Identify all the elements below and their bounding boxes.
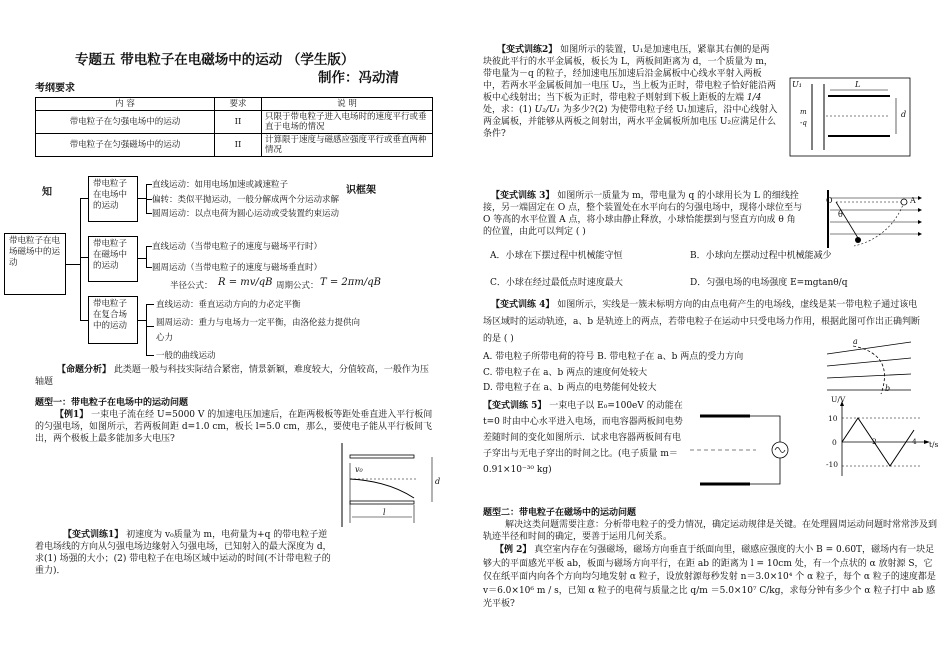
mindmap-label-left: 知 xyxy=(42,187,52,198)
fig2-m-label: m xyxy=(800,108,807,116)
variant3-option: B．小球向左摆动过程中机械能减少 xyxy=(690,251,832,261)
mindmap-item: 直线运动：如用电场加速或减速粒子 xyxy=(152,180,289,190)
variant2 xyxy=(483,44,778,140)
requirements-table xyxy=(35,97,433,157)
figure-accelerator-plates xyxy=(790,78,910,156)
variant3 xyxy=(483,190,803,238)
variant5-text: 一束电子以 E₀=100eV 的动能在 t=0 时由中心水平进入电场，而电容器两板间电势差随时间的变化如图所示．试求电容器两板间有电子穿出与无电子穿出的时间之比。(电子质量 m＝0.91×10⁻³⁰ kg) xyxy=(483,401,683,475)
fig2-d-label: d xyxy=(901,110,907,119)
variant2-text-a: 如图所示的装置，U₁是加速电压，紧靠其右侧的是两块彼此平行的水平金属板，板长为 L，两板间距离为 d，一个质量为 m，带电量为－q 的粒子，经加速电压加速后沿金属板中心线水平射入两板中，若两水平金属板间加一电压 U₂，当上板为正时，带电粒子恰好能沿两板中心线射出；当下板为正时，带电粒子则射到下板上距板的左端 xyxy=(483,45,777,103)
connector xyxy=(80,198,81,320)
mindmap-item: 一般的曲线运动 xyxy=(156,351,216,361)
col-header: 说 明 xyxy=(262,98,433,111)
mindmap-item: 直线运动：垂直运动方向的力必定平衡 xyxy=(156,300,301,310)
fig5-ylabel: U/V xyxy=(831,395,846,404)
variant5 xyxy=(483,398,683,478)
col-header: 要求 xyxy=(215,98,262,111)
figure-parallel-plates xyxy=(338,443,448,527)
example2-text: 真空室内存在匀强磁场，磁场方向垂直于纸面向里，磁感应强度的大小 B = 0.60T，磁场内有一块足够大的平面感光平板 ab，板面与磁场方向平行，在距 ab 的距离为 l = 10cm 处，有一个点状的 α 放射源 S，它仅在纸平面内向各个方向均匀地发射 α 粒子，设放射源每秒发射 n＝3.0×10⁴ 个 α 粒子，每个 α 粒子的速度都是 v＝6.0×10⁶ m / s，已知 α 粒子的电荷与质量之比 q/m ＝5.0×10⁷ C/kg，求每分钟有多少个 α 粒子打中 ab 感光平板? xyxy=(483,545,936,609)
fig5-tick: 0 xyxy=(832,438,837,447)
col-header: 内 容 xyxy=(36,98,215,111)
analysis-label: 【命题分析】 xyxy=(57,365,112,375)
fig3-theta-label: θ xyxy=(838,210,843,219)
period-label: 周期公式： xyxy=(276,281,319,291)
mindmap-item: 直线运动（当带电粒子的速度与磁场平行时） xyxy=(152,242,323,252)
topic2-title: 题型二：带电粒子在磁场中的运动问题 xyxy=(483,508,637,518)
author: 制作：冯动清 xyxy=(318,70,399,86)
radius-label: 半径公式： xyxy=(170,281,213,291)
table-header-row xyxy=(36,98,433,111)
fig5-tick: -10 xyxy=(826,460,839,469)
fig4-a-label: a xyxy=(853,337,858,346)
variant3-text: 如图所示一质量为 m，带电量为 q 的小球用长为 L 的细线拴接，另一端固定在 O 点，整个装置处在水平向右的匀强电场中，现将小球位至与 O 等高的水平位置 A 点，将小球由静止释放，小球恰能摆到与竖直方向成 θ 角的位置，由此可以判定 ( ) xyxy=(483,191,803,237)
connector xyxy=(80,257,88,258)
fig2-L-label: L xyxy=(855,80,861,89)
mindmap-item: 圆周运动：重力与电场力一定平衡，由洛伦兹力提供向心力 xyxy=(156,318,361,343)
table-cell: 带电粒子在匀强磁场中的运动 xyxy=(36,134,215,157)
variant1-text: 初速度为 v₀质量为 m，电荷量为+q 的带电粒子逆着电场线的方向从匀强电场边缘射入匀强电场，已知射入的最大深度为 d，求(1) 场强的大小；(2) 带电粒子在电场区域中运动的时间(不计带电粒子的重力)． xyxy=(35,530,332,576)
variant1 xyxy=(35,529,335,577)
table-cell: 带电粒子在匀强电场中的运动 xyxy=(36,111,215,134)
table-cell: II xyxy=(215,111,262,134)
variant4-label: 【变式训练 4】 xyxy=(491,300,555,310)
outline-heading: 考纲要求 xyxy=(35,83,75,94)
variant2-text-b: 处，求：(1) xyxy=(483,105,532,115)
variant3-label: 【变式训练 3】 xyxy=(491,191,555,201)
variant2-label: 【变式训练2】 xyxy=(497,45,558,55)
example1-label: 【例1】 xyxy=(55,410,89,420)
fig2-u1-label: U₁ xyxy=(792,80,802,89)
fig1-d-label: d xyxy=(435,477,441,486)
table-row xyxy=(36,134,433,157)
variant3-option: D．匀强电场的电场强度 E=mgtanθ/q xyxy=(690,278,848,288)
page-title: 专题五 带电粒子在电磁场中的运动 （学生版） xyxy=(75,52,355,68)
variant3-option: A．小球在下摆过程中机械能守恒 xyxy=(490,251,623,261)
branch-compound: 带电粒子在复合场中的运动 xyxy=(88,296,138,344)
mindmap-item: 圆周运动（当带电粒子的速度与磁场垂直时） xyxy=(152,263,323,273)
figure-field-lines xyxy=(825,340,915,396)
variant2-fraction: 1/4 xyxy=(746,93,762,103)
variant2-ratio: U₂/U₁ xyxy=(534,105,561,115)
mindmap-item: 偏转：类似平抛运动，一般分解成两个分运动求解 xyxy=(152,195,340,205)
variant1-label: 【变式训练1】 xyxy=(63,530,124,540)
topic1-title: 题型一：带电粒子在电场中的运动问题 xyxy=(35,398,189,408)
connector xyxy=(66,264,80,265)
branch-electric: 带电粒子在电场中的运动 xyxy=(88,176,138,222)
table-cell: II xyxy=(215,134,262,157)
example2-label: 【例 2】 xyxy=(495,545,532,555)
variant4-text: 如图所示，实线是一簇未标明方向的由点电荷产生的电场线，虚线是某一带电粒子通过该电场区域时的运动轨迹，a、b 是轨迹上的两点，若带电粒子在运动中只受电场力作用，根据此图可作出正确判断的是 ( ) xyxy=(483,300,920,344)
fig1-l-label: l xyxy=(383,508,386,517)
table-row xyxy=(36,111,433,134)
fig3-o-label: O xyxy=(826,196,833,205)
analysis-text: 此类题一般与科技实际结合紧密，情景新颖，难度较大，分值较高，一般作为压轴题 xyxy=(35,365,429,387)
variant3-option: C．小球在经过最低点时速度最大 xyxy=(490,278,623,288)
variant4-option: A. 带电粒子所带电荷的符号 B. 带电粒子在 a、b 两点的受力方向 xyxy=(483,352,744,362)
table-cell: 计算限于速度与磁感应强度平行或垂直两种情况 xyxy=(262,134,433,157)
period-formula: T = 2πm/qB xyxy=(320,277,381,288)
radius-formula: R = mv/qB xyxy=(218,277,273,288)
mindmap-label-right: 识框架 xyxy=(346,185,376,196)
variant5-label: 【变式训练 5】 xyxy=(483,401,547,411)
variant2-text-c: 为多少?(2) 为使带电粒子经 U₁加速后，沿中心线射入两金属板，并能够从两板之间射出，两水平金属板所加电压 U₂应满足什么条件? xyxy=(483,105,778,139)
analysis-paragraph xyxy=(35,364,437,388)
branch-magnetic: 带电粒子在磁场中的运动 xyxy=(88,236,138,282)
fig5-tick: 10 xyxy=(828,414,838,423)
topic2-intro-text: 解决这类问题需要注意：分析带电粒子的受力情况，确定运动规律是关键。在处理圆周运动问题时常常涉及到轨迹半径和时间的确定，要善于运用几何关系。 xyxy=(483,520,938,542)
mindmap-root: 带电粒子在电场磁场中的运动 xyxy=(4,233,66,295)
mindmap-item: 圆周运动：以点电荷为圆心运动或受装置约束运动 xyxy=(152,209,340,219)
figure-capacitor-circuit xyxy=(690,410,800,498)
variant4-option: C. 带电粒子在 a、b 两点的速度何处较大 xyxy=(483,368,648,378)
table-cell: 只限于带电粒子进入电场时的速度平行或垂直于电场的情况 xyxy=(262,111,433,134)
connector xyxy=(80,320,88,321)
example2 xyxy=(483,544,938,612)
topic2-intro xyxy=(483,519,938,543)
variant4-option: D. 带电粒子在 a、b 两点的电势能何处较大 xyxy=(483,383,657,393)
example1 xyxy=(35,409,435,445)
fig5-xlabel: t/s xyxy=(929,440,939,449)
connector xyxy=(80,198,88,199)
fig1-v0-label: v₀ xyxy=(355,465,363,474)
fig3-a-label: A xyxy=(910,196,916,205)
fig2-q-label: -q xyxy=(800,119,807,127)
fig4-b-label: b xyxy=(885,384,891,393)
fig5-tick: 4 xyxy=(912,437,917,446)
example1-text: 一束电子流在经 U=5000 V 的加速电压加速后，在距两极板等距处垂直进入平行板间的匀强电场，如图所示，若两板间距 d=1.0 cm，板长 l=5.0 cm，那么，要使电子能从平行板间飞出，两个极板上最多能加多大电压? xyxy=(35,410,433,444)
fig5-tick: 2 xyxy=(872,437,877,446)
